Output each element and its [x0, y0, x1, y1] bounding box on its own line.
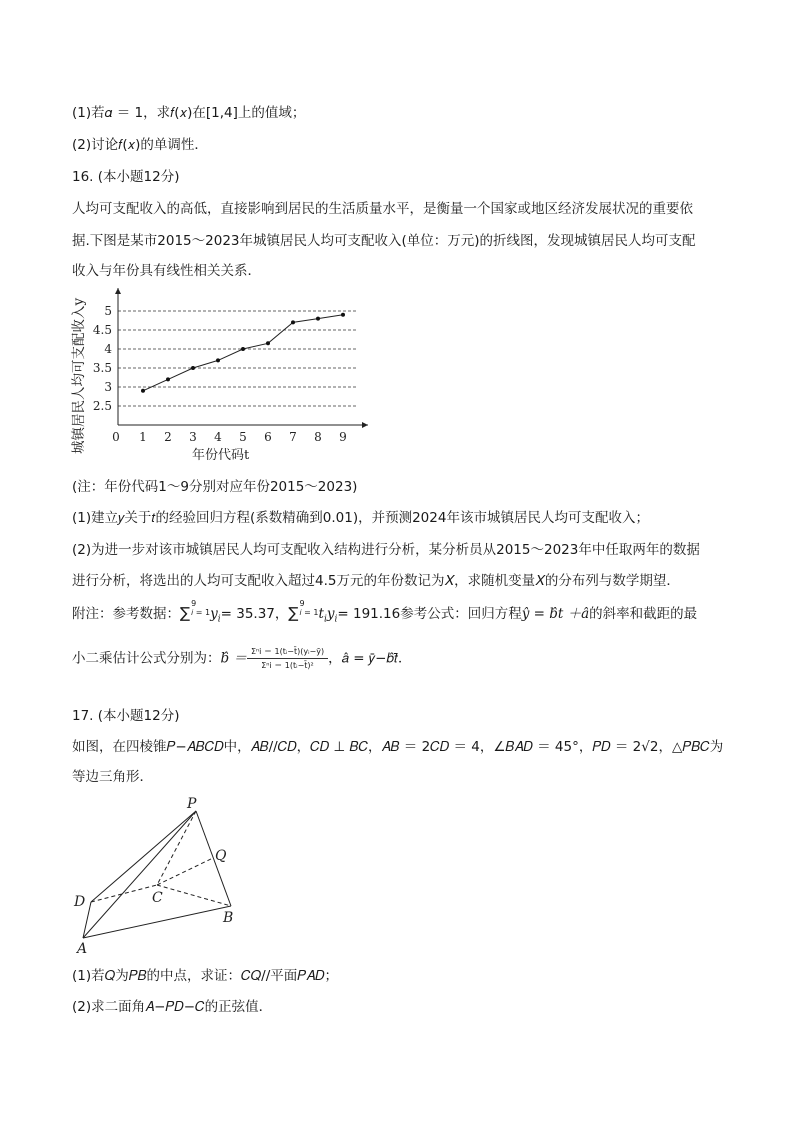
formula-tail: 的斜率和截距的最 — [589, 606, 698, 622]
chart-x-tick-label: 2 — [164, 430, 172, 444]
q15-part2: (2)讨论𝑓(𝑥)的单调性． — [72, 137, 208, 153]
sum2-t: 𝑡 — [318, 606, 324, 622]
sum2-subscript: 𝑖 — [334, 614, 338, 625]
chart-x-tick-label: 5 — [239, 430, 247, 444]
sum2-lower: 𝑖 = 1 — [299, 608, 319, 617]
q17-line1: 如图，在四棱锥𝑃−𝐴𝐵𝐶𝐷中，𝐴𝐵//𝐶𝐷，𝐶𝐷 ⊥ 𝐵𝐶，𝐴𝐵 ＝ 2𝐶𝐷 ＝ 4，∠𝐵𝐴𝐷 ＝ 45°，𝑃𝐷 ＝ 2√2，△𝑃𝐵𝐶为 — [72, 739, 724, 755]
chart-y-tick-label: 5 — [104, 304, 112, 318]
sum1-term: 𝑦 — [210, 606, 218, 622]
chart-data-point — [341, 313, 345, 317]
q17-header: 17. (本小题12分) — [72, 708, 180, 724]
slope-symbol: 𝑏̂ ＝ — [220, 650, 247, 667]
q16-appendix: 附注：参考数据：∑9 𝑖 = 1𝑦$_𝑖$= 35.37，∑9 𝑖 = 1𝑡$_𝑖$𝑦$_𝑖$= 191.16参考公式：回归方程𝑦̂ = 𝑏̂𝑡 ＋𝑎̂的斜率和截距的最 — [72, 599, 698, 625]
sum2-sigma: ∑ — [288, 604, 299, 622]
chart-y-tick-label: 3 — [104, 380, 112, 394]
chart-data-point — [291, 320, 295, 324]
chart-x-tick-label: 4 — [214, 430, 222, 444]
chart-points — [141, 313, 345, 393]
chart-data-point — [266, 341, 270, 345]
fraction-numerator: Σⁿi ＝ 1(tᵢ−t̄)(yᵢ−ȳ) — [247, 646, 328, 659]
chart-data-point — [216, 358, 220, 362]
q16-paragraph-line1: 人均可支配收入的高低，直接影响到居民的生活质量水平，是衡量一个国家或地区经济发展状况的重要依 — [72, 201, 693, 217]
vertex-label-D: D — [74, 894, 86, 910]
q16-header: 16. (本小题12分) — [72, 169, 180, 185]
chart-y-tick-labels — [93, 304, 112, 413]
edge-PD — [91, 811, 196, 902]
q16-paragraph-line2: 据.下图是某市2015～2023年城镇居民人均可支配收入(单位：万元)的折线图，发现城镇居民人均可支配 — [72, 233, 696, 249]
q16-part2-line1: (2)为进一步对该市城镇居民人均可支配收入结构进行分析，某分析员从2015～2023年中任取两年的数据 — [72, 542, 700, 558]
chart-data-point — [166, 377, 170, 381]
q17-line2: 等边三角形． — [72, 769, 153, 785]
chart-x-tick-label: 1 — [139, 430, 147, 444]
chart-x-tick-label: 8 — [314, 430, 322, 444]
sum1-subscript: 𝑖 — [217, 614, 221, 625]
chart-series-line — [143, 315, 343, 391]
chart-x-tick-label: 3 — [189, 430, 197, 444]
pyramid-figure — [70, 790, 250, 960]
vertex-label-B: B — [223, 910, 234, 926]
regression-equation: 𝑦̂ = 𝑏̂𝑡 ＋𝑎̂ — [521, 606, 590, 622]
slope-fraction — [247, 646, 328, 671]
chart-y-tick-label: 2.5 — [92, 399, 112, 413]
chart-data-point — [191, 366, 195, 370]
q16-part2-line2: 进行分析，将选出的人均可支配收入超过4.5万元的年份数记为𝑋，求随机变量𝑋的分布列与数学期望． — [72, 573, 680, 589]
vertex-label-A: A — [77, 941, 88, 957]
chart-y-tick-label: 3.5 — [92, 361, 112, 375]
formula-line2-prefix: 小二乘估计公式分别为： — [72, 650, 221, 667]
q17-part2: (2)求二面角𝐴−𝑃𝐷−𝐶的正弦值． — [72, 999, 273, 1015]
edge-CB — [157, 885, 231, 906]
chart-y-tick-label: 4 — [104, 342, 112, 356]
q15-part1: (1)若𝛼 ＝ 1，求𝑓(𝑥)在[1,4]上的值域； — [72, 105, 306, 121]
chart-x-tick-label: 0 — [112, 430, 120, 444]
chart-x-tick-label: 7 — [289, 430, 297, 444]
chart-y-axis-label: 城镇居民人均可支配收入y — [71, 297, 87, 454]
edge-AB — [83, 906, 234, 938]
vertex-label-C: C — [152, 890, 163, 906]
chart-gridlines — [118, 311, 356, 406]
q16-formula-line2 — [72, 646, 412, 671]
q16-paragraph-line3: 收入与年份具有线性相关关系． — [72, 263, 261, 279]
appendix-prefix: 附注：参考数据： — [72, 606, 180, 622]
chart-data-point — [316, 317, 320, 321]
chart-x-axis-label: 年份代码t — [192, 448, 250, 463]
q16-part1: (1)建立𝑦关于𝑡的经验回归方程(系数精确到0.01)，并预测2024年该市城镇居民人均可支配收入； — [72, 510, 649, 526]
q17-part1: (1)若𝑄为𝑃𝐵的中点，求证：𝐶𝑄//平面𝑃𝐴𝐷； — [72, 968, 339, 984]
intercept-formula: ，𝑎̂ = 𝑦̄−𝑏̂𝑡̄． — [328, 650, 412, 667]
chart-data-point — [141, 389, 145, 393]
sum2-upper: 9 — [299, 599, 305, 608]
fraction-denominator: Σⁿi ＝ 1(tᵢ−t̄)² — [261, 661, 314, 670]
sum2-tail: = 191.16参考公式：回归方程 — [337, 606, 522, 622]
sum1-value: = 35.37 — [220, 606, 275, 622]
sum1-upper: 9 — [191, 599, 197, 608]
q16-note: (注：年份代码1～9分别对应年份2015～2023) — [72, 479, 358, 495]
chart-x-tick-label: 9 — [339, 430, 347, 444]
chart-x-tick-labels — [112, 430, 347, 444]
sum1-lower: 𝑖 = 1 — [191, 608, 211, 617]
sum2-y: 𝑦 — [326, 606, 335, 622]
income-line-chart — [70, 282, 380, 472]
vertex-label-P: P — [187, 796, 197, 812]
chart-data-point — [241, 347, 245, 351]
vertex-label-Q: Q — [215, 848, 227, 864]
chart-x-tick-label: 6 — [264, 430, 272, 444]
edge-CQ — [157, 858, 213, 885]
chart-y-tick-label: 4.5 — [92, 323, 112, 337]
sum1-sigma: ∑ — [180, 604, 191, 622]
